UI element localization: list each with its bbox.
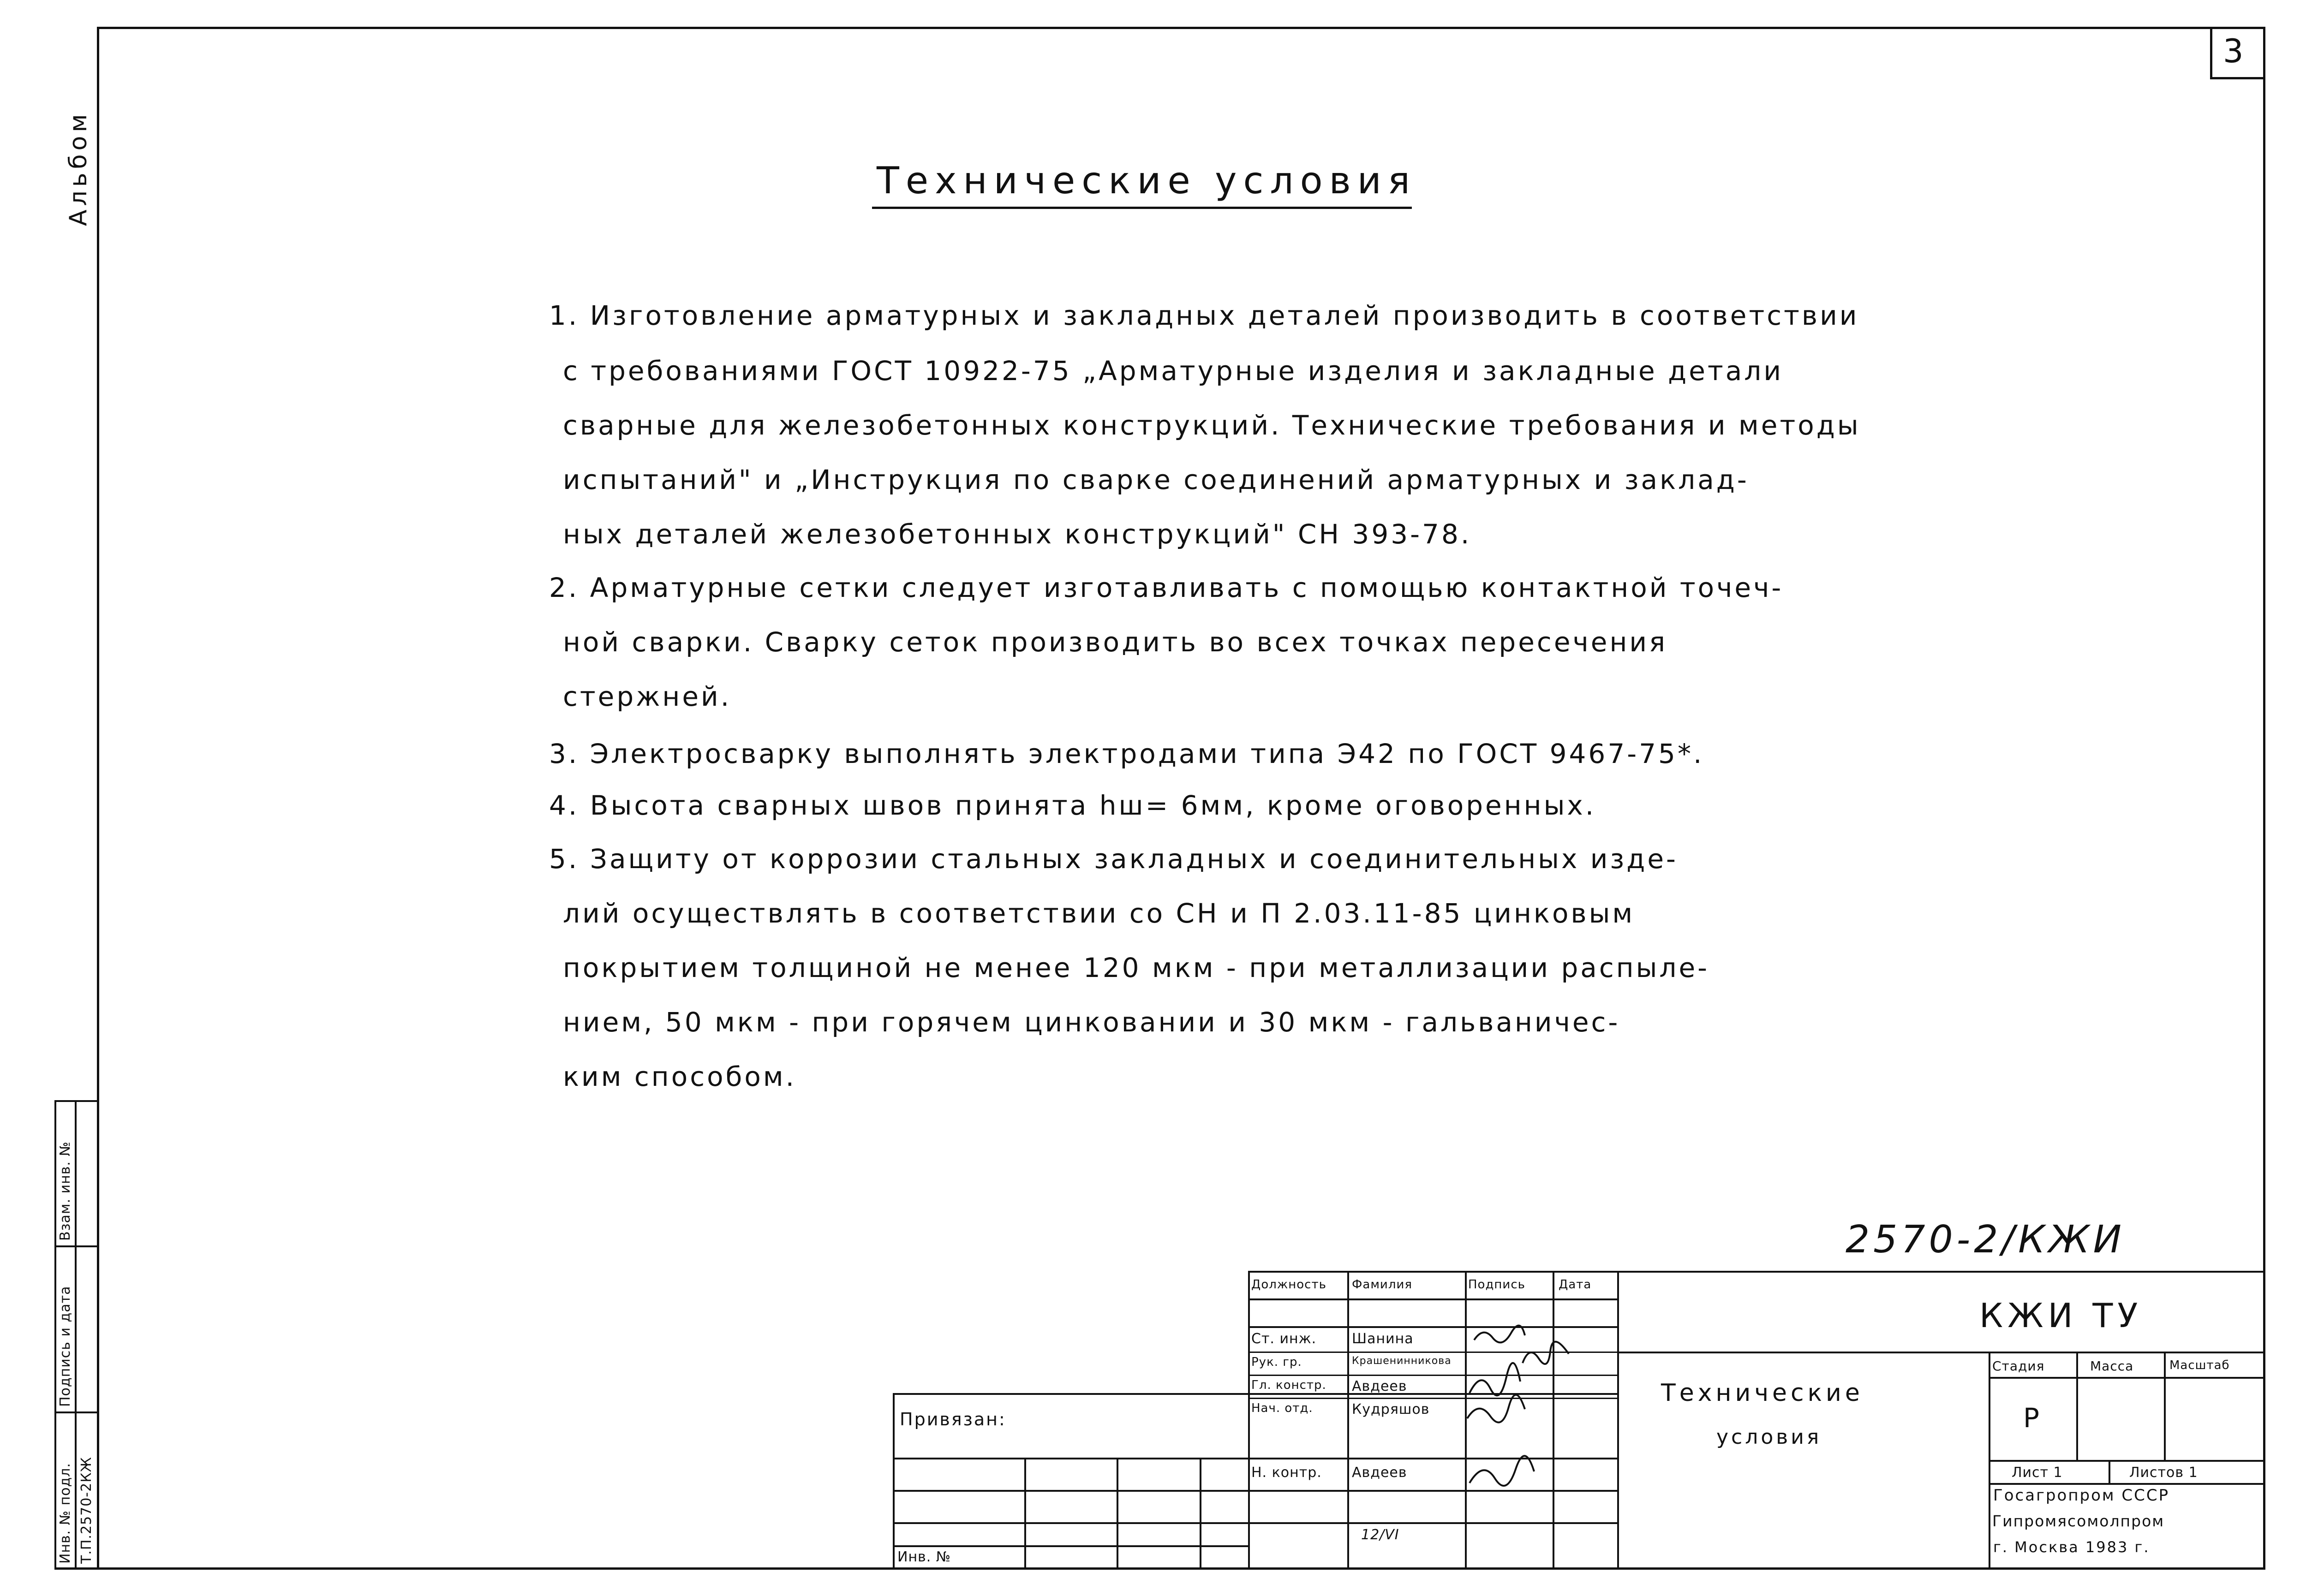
doc-code: КЖИ ТУ [1979,1296,2143,1335]
right-v-stage [2076,1352,2078,1460]
body-line-5: ных деталей железобетонных конструкций" СН 393-78. [563,518,1472,550]
row-5-position: Н. контр. [1251,1465,1322,1481]
row-2-position: Рук. гр. [1251,1355,1302,1369]
sheets-label: Листов 1 [2129,1465,2198,1481]
body-line-15: ким способом. [563,1061,797,1092]
header-surname: Фамилия [1352,1278,1412,1292]
right-v-mass [2164,1352,2166,1460]
row-2-surname: Крашенинникова [1352,1355,1452,1367]
row-5-surname: Авдеев [1352,1465,1407,1481]
page-title: Технические условия [877,159,1416,202]
row-3-position: Гл. констр. [1251,1378,1326,1392]
doc-title-1: Технические [1661,1379,1864,1407]
body-line-12: лий осуществлять в соответствии со СН и П 2.03.11-85 цинковым [563,898,1635,929]
left-strip-inv-label: Инв. № подл. [57,1463,73,1564]
body-line-9: 3. Электросварку выполнять электродами типа Э42 по ГОСТ 9467-75*. [549,738,1704,769]
org-line-1: Госагропром СССР [1993,1486,2170,1505]
body-line-10: 4. Высота сварных швов принята hш= 6мм, кроме оговоренных. [549,790,1596,821]
left-strip-replace-label: Взам. инв. № [57,1141,73,1241]
row-4-surname: Кудряшов [1352,1401,1430,1417]
doc-title-2: условия [1716,1425,1822,1449]
attached-label: Привязан: [900,1409,1006,1429]
right-top [1617,1271,2263,1273]
header-signature: Подпись [1468,1278,1525,1292]
row-4-position: Нач. отд. [1251,1401,1313,1415]
row-1-surname: Шанина [1352,1331,1414,1347]
header-position: Должность [1251,1278,1326,1292]
scale-header: Масштаб [2169,1358,2230,1372]
body-line-1: 1. Изготовление арматурных и закладных деталей производить в соответствии [549,300,1859,331]
date-note: 12/VI [1361,1527,1399,1543]
right-h-code [1617,1352,2263,1353]
row-1-position: Ст. инж. [1251,1331,1317,1347]
right-h-stagehead [1989,1377,2263,1379]
body-line-14: нием, 50 мкм - при горячем цинковании и 30 мкм - гальваничес- [563,1006,1620,1038]
stage-value: Р [2023,1402,2041,1434]
stage-header: Стадия [1992,1358,2045,1374]
left-strip-sign-label: Подпись и дата [57,1286,73,1407]
side-label: Альбом [65,110,92,226]
mass-header: Масса [2090,1358,2134,1374]
left-strip-inv-value: Т.П.2570-2КЖ [78,1457,95,1564]
body-line-11: 5. Защиту от коррозии стальных закладных и соединительных изде- [549,843,1678,875]
sheet-label: Лист 1 [2012,1465,2063,1481]
header-date: Дата [1559,1278,1592,1292]
body-line-3: сварные для железобетонных конструкций. Технические требования и методы [563,410,1861,441]
org-line-2: Гипромясомолпром [1992,1512,2165,1530]
org-line-3: г. Москва 1983 г. [1993,1538,2150,1556]
project-code: 2570-2/КЖИ [1846,1218,2125,1262]
body-line-6: 2. Арматурные сетки следует изготавливать с помощью контактной точеч- [549,572,1784,603]
right-h-org [1989,1483,2263,1485]
body-line-4: испытаний" и „Инструкция по сварке соединений арматурных и заклад- [563,464,1749,495]
row-3-surname: Авдеев [1352,1378,1407,1394]
inv-label: Инв. № [897,1549,951,1565]
body-line-13: покрытием толщиной не менее 120 мкм - при металлизации распыле- [563,952,1710,983]
body-line-8: стержней. [563,681,732,712]
body-line-7: ной сварки. Сварку сеток производить во всех точках пересечения [563,626,1667,658]
page-number: 3 [2223,32,2246,70]
right-v-sheet [2109,1460,2110,1483]
right-h-sheet [1989,1460,2263,1462]
body-line-2: с требованиями ГОСТ 10922-75 „Арматурные изделия и закладные детали [563,355,1784,387]
